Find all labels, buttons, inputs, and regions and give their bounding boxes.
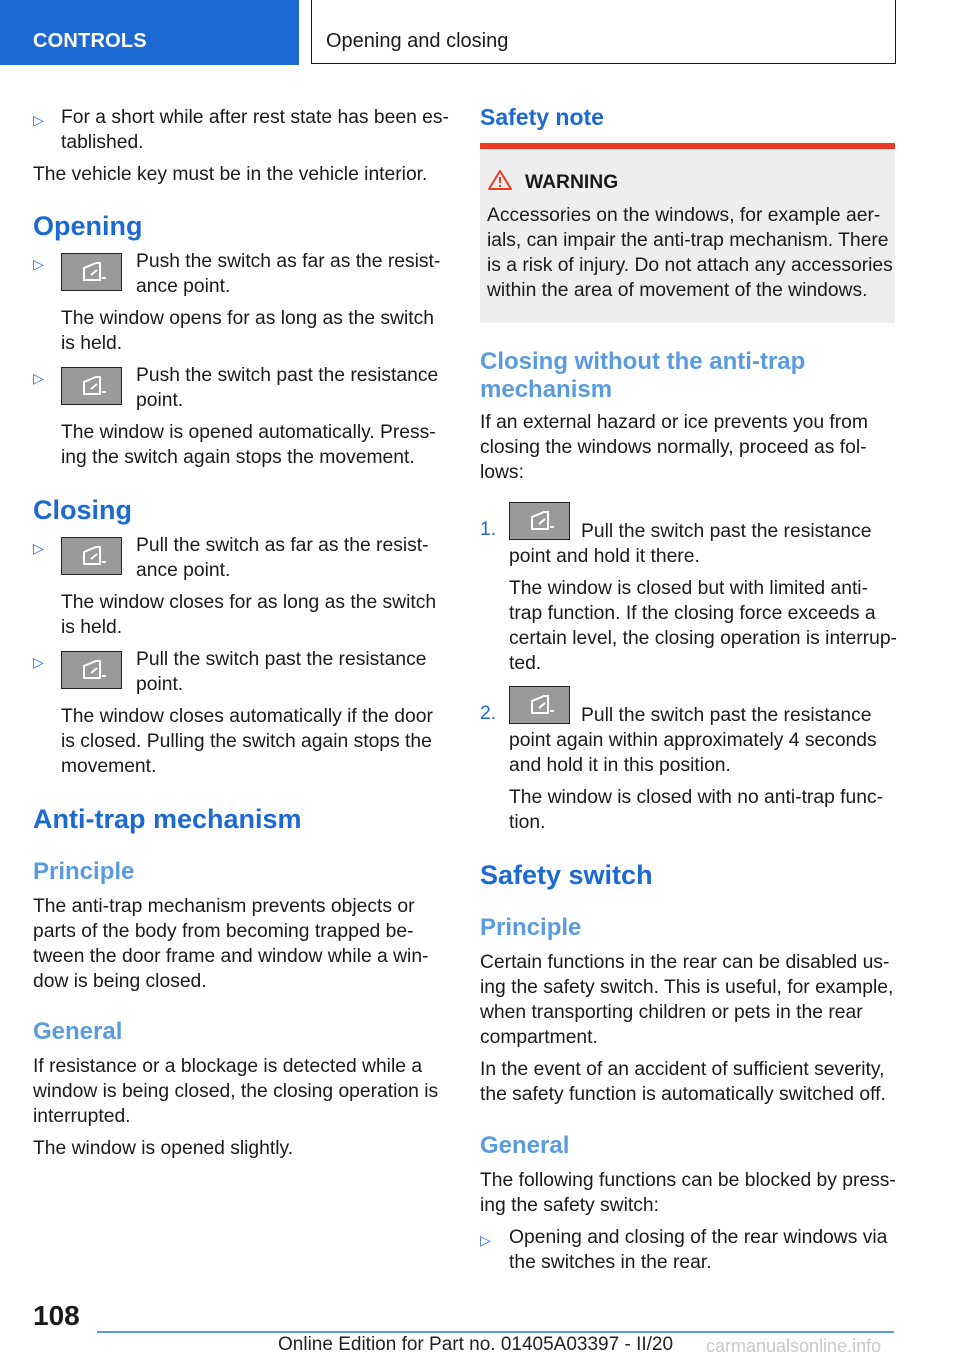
- triangle-bullet-icon: ▷: [33, 540, 44, 556]
- principle-text-4: dow is being closed.: [33, 971, 207, 992]
- warning-triangle-icon: [487, 169, 513, 191]
- right-principle-text-6: the safety function is automatically switched off.: [480, 1084, 886, 1105]
- closing-b2-sub-1: The window closes automatically if the door: [61, 706, 433, 727]
- closing-b2-sub-2: is closed. Pulling the switch again stops the: [61, 731, 432, 752]
- window-switch-icon: [509, 502, 570, 540]
- window-switch-icon: [61, 537, 122, 575]
- closing-b1-line-1: Pull the switch as far as the resist-: [136, 535, 429, 556]
- antitrap-heading: Anti-trap mechanism: [33, 804, 302, 834]
- opening-b1-sub-1: The window opens for as long as the switch: [61, 308, 434, 329]
- step-1-number: 1.: [480, 519, 497, 540]
- general-heading-left: General: [33, 1018, 123, 1045]
- intro-paragraph: The vehicle key must be in the vehicle interior.: [33, 164, 428, 185]
- page-title: Opening and closing: [326, 30, 509, 52]
- warning-text-3: is a risk of injury. Do not attach any accessories: [487, 255, 893, 276]
- right-principle-text-4: compartment.: [480, 1027, 598, 1048]
- intro-bullet-line-2: tablished.: [61, 132, 144, 153]
- right-general-text-2: ing the safety switch:: [480, 1195, 659, 1216]
- closing-without-heading-1: Closing without the anti-trap: [480, 348, 806, 375]
- triangle-bullet-icon: ▷: [33, 370, 44, 386]
- safety-note-heading: Safety note: [480, 104, 604, 130]
- step-1-sub-1: The window is closed but with limited anti-: [509, 578, 869, 599]
- general-text-1: If resistance or a blockage is detected while a: [33, 1056, 423, 1077]
- step-2-line-2: point again within approximately 4 seconds: [509, 730, 877, 751]
- principle-heading-left: Principle: [33, 858, 135, 885]
- opening-b2-line-1: Push the switch past the resistance: [136, 365, 439, 386]
- opening-b2-sub-2: ing the switch again stops the movement.: [61, 447, 415, 468]
- right-principle-text-2: ing the safety switch. This is useful, for example,: [480, 977, 894, 998]
- footer-rule: [97, 1331, 894, 1333]
- opening-b2-sub-1: The window is opened automatically. Press-: [61, 422, 436, 443]
- triangle-bullet-icon: ▷: [33, 654, 44, 670]
- opening-b1-line-2: ance point.: [136, 276, 231, 297]
- step-1-line-1: Pull the switch past the resistance: [581, 521, 872, 542]
- watermark: carmanualsonline.info: [706, 1336, 882, 1356]
- section-label: CONTROLS: [33, 30, 147, 52]
- window-switch-icon: [61, 651, 122, 689]
- triangle-bullet-icon: ▷: [480, 1232, 491, 1248]
- right-principle-text-5: In the event of an accident of sufficient severity,: [480, 1059, 885, 1080]
- step-2-line-1: Pull the switch past the resistance: [581, 705, 872, 726]
- step-1-line-2: point and hold it there.: [509, 546, 700, 567]
- step-1-sub-4: ted.: [509, 653, 542, 674]
- opening-b2-line-2: point.: [136, 390, 184, 411]
- closing-b1-sub-2: is held.: [61, 617, 123, 638]
- step-1-sub-2: trap function. If the closing force exceeds a: [509, 603, 876, 624]
- closing-b2-sub-3: movement.: [61, 756, 157, 777]
- warning-text-4: within the area of movement of the windows.: [487, 280, 868, 301]
- general-text-3: interrupted.: [33, 1106, 131, 1127]
- principle-heading-right: Principle: [480, 914, 582, 941]
- section-tab: [0, 0, 299, 65]
- general-text-4: The window is opened slightly.: [33, 1138, 294, 1159]
- closing-without-text-2: closing the windows normally, proceed as fol-: [480, 437, 867, 458]
- opening-b1-sub-2: is held.: [61, 333, 123, 354]
- warning-text-1: Accessories on the windows, for example aer-: [487, 205, 881, 226]
- principle-text-2: parts of the body from becoming trapped be-: [33, 921, 414, 942]
- step-2-number: 2.: [480, 703, 497, 724]
- opening-b1-line-1: Push the switch as far as the resist-: [136, 251, 441, 272]
- closing-b2-line-2: point.: [136, 674, 184, 695]
- window-switch-icon: [61, 253, 122, 291]
- page-header: [311, 0, 896, 64]
- closing-heading: Closing: [33, 495, 132, 525]
- page-number: 108: [33, 1300, 80, 1331]
- closing-without-text-3: lows:: [480, 462, 524, 483]
- warning-label: WARNING: [525, 172, 619, 193]
- general-text-2: window is being closed, the closing operation is: [33, 1081, 439, 1102]
- closing-without-text-1: If an external hazard or ice prevents you from: [480, 412, 868, 433]
- step-2-sub-1: The window is closed with no anti-trap func-: [509, 787, 884, 808]
- general-heading-right: General: [480, 1132, 570, 1159]
- principle-text-1: The anti-trap mechanism prevents objects or: [33, 896, 415, 917]
- window-switch-icon: [509, 686, 570, 724]
- principle-text-3: tween the door frame and window while a win-: [33, 946, 429, 967]
- closing-b2-line-1: Pull the switch past the resistance: [136, 649, 427, 670]
- right-general-bullet-1: Opening and closing of the rear windows via: [509, 1227, 888, 1248]
- closing-b1-sub-1: The window closes for as long as the switch: [61, 592, 437, 613]
- intro-bullet-line-1: For a short while after rest state has been es-: [61, 107, 449, 128]
- step-2-sub-2: tion.: [509, 812, 546, 833]
- step-2-line-3: and hold it in this position.: [509, 755, 731, 776]
- right-principle-text-1: Certain functions in the rear can be disabled us-: [480, 952, 890, 973]
- closing-without-heading-2: mechanism: [480, 376, 613, 403]
- right-principle-text-3: when transporting children or pets in the rear: [480, 1002, 863, 1023]
- step-1-sub-3: certain level, the closing operation is interrup-: [509, 628, 897, 649]
- triangle-bullet-icon: ▷: [33, 256, 44, 272]
- warning-text-2: ials, can impair the anti-trap mechanism. There: [487, 230, 889, 251]
- footer-edition: Online Edition for Part no. 01405A03397 - II/20: [278, 1334, 674, 1355]
- closing-b1-line-2: ance point.: [136, 560, 231, 581]
- right-general-bullet-2: the switches in the rear.: [509, 1252, 712, 1273]
- window-switch-icon: [61, 367, 122, 405]
- triangle-bullet-icon: ▷: [33, 112, 44, 128]
- right-general-text-1: The following functions can be blocked by press-: [480, 1170, 896, 1191]
- safety-switch-heading: Safety switch: [480, 860, 653, 890]
- opening-heading: Opening: [33, 211, 143, 241]
